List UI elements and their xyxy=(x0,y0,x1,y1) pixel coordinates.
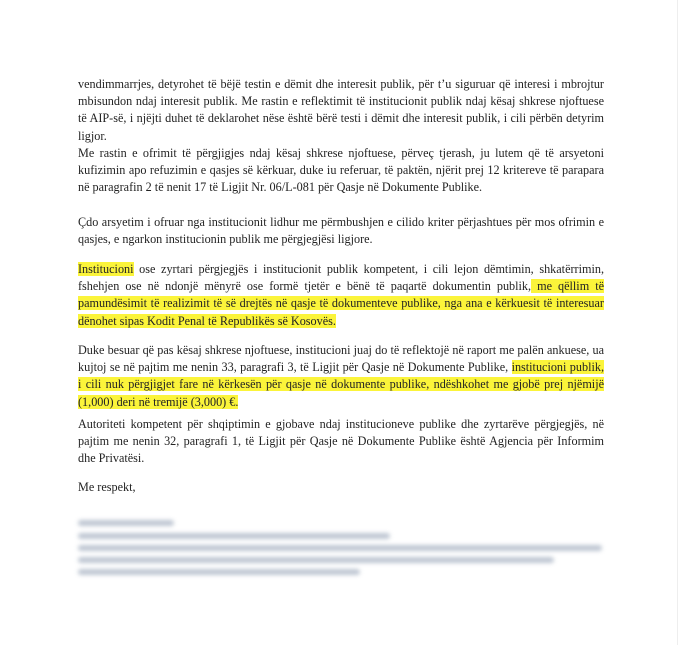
highlighted-text: institucioni publik, i cili nuk përgjigjet fare në kërkesën për qasje në dokumente publike, ndëshkohet me gjobë prej njëmijë (1,000) deri në tremijë (3,000) €. xyxy=(78,360,604,409)
highlighted-text: me qëllim të pamundësimit të realizimit të së drejtës në qasje të dokumenteve publike, nga ana e kërkuesit të interesuar dënohet sipas Kodit Penal të Republikës së Kosovës. xyxy=(78,279,605,328)
redacted-line xyxy=(78,569,360,575)
redacted-line xyxy=(78,533,390,539)
redacted-line xyxy=(78,545,602,551)
redacted-signature-block xyxy=(78,516,608,576)
paragraph-legal-responsibility: Çdo arsyetim i ofruar nga institucionit lidhur me përmbushjen e cilido kriter përjashtues për mos ofrimin e qasjes, e ngarkon institucionin publik me përgjegjësi ligjore. xyxy=(78,215,604,247)
plain-text: ose zyrtari përgjegjës i institucionit publik kompetent, i cili lejon dëmtimin, shkatërrimin, fshehjen ose në ndonjë mënyrë ose formë tjetër e bënë të paqartë dokumentin publik, xyxy=(78,262,604,294)
closing-salutation: Me respekt, xyxy=(78,480,136,494)
paragraph-competent-authority: Autoriteti kompetent për shqiptimin e gjobave ndaj institucioneve publike dhe zyrtarëve përgjegjës, në pajtim me nenin 32, paragrafi 1, të Ligjit për Qasje në Dokumente Publike është Agjencia për Informim dhe Privatësi. xyxy=(78,417,604,466)
paragraph-justify-refusal: Me rastin e ofrimit të përgjigjes ndaj kësaj shkrese njoftuese, përveç tjerash, ju lutem që të arsyetoni kufizimin apo refuzimin e qasjes së kërkuar, duke iu referuar, të paktën, njërit prej 12 kritereve të parapara në paragrafin 2 të nenit 17 të Ligjit Nr. 06/L-081 për Qasje në Dokumente Publike. xyxy=(78,146,604,195)
paragraph-fine-notice xyxy=(78,342,604,411)
highlighted-text: Institucioni xyxy=(78,262,134,276)
redacted-line xyxy=(78,557,554,563)
plain-text: Duke besuar që pas kësaj shkrese njoftuese, institucioni juaj do të reflektojë në raport me palën ankuese, ua kujtoj se në pajtim me nenin 33, paragrafi 3, të Ligjit për Qasje në Dokumente Publike, xyxy=(78,343,604,375)
paragraph-harm-public-interest-test: vendimmarrjes, detyrohet të bëjë testin e dëmit dhe interesit publik, për t’u siguruar që interesi i mbrojtur mbisundon ndaj interesit publik. Me rastin e reflektimit të institucionit publik ndaj kësaj shkrese njoftuese të AIP-së, i njëjti duhet të deklarohet nëse është bërë testi i dëmit dhe interesit publik, i cili përbën detyrim ligjor. xyxy=(78,77,604,143)
paragraph-criminal-liability xyxy=(78,261,604,330)
redacted-line xyxy=(78,520,174,526)
